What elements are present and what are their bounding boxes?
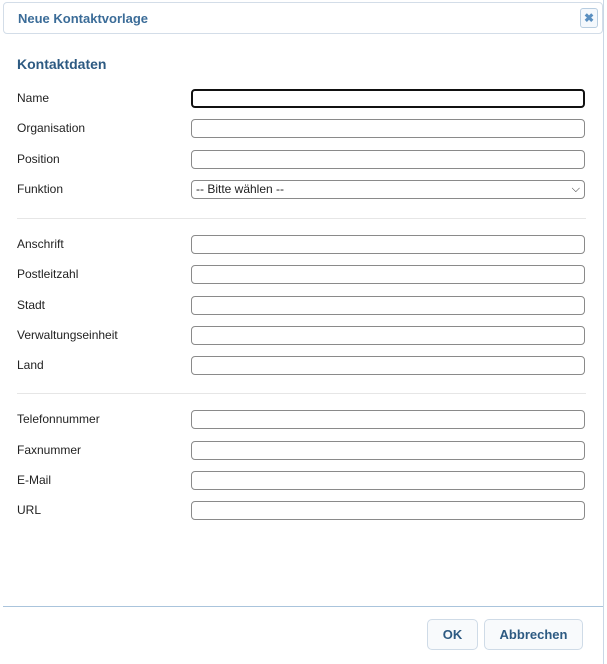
city-input[interactable] bbox=[191, 296, 585, 315]
position-input[interactable] bbox=[191, 150, 585, 169]
divider bbox=[17, 218, 586, 219]
label-organisation: Organisation bbox=[17, 121, 86, 135]
label-phone: Telefonnummer bbox=[17, 412, 100, 426]
email-input[interactable] bbox=[191, 471, 585, 490]
organisation-input[interactable] bbox=[191, 119, 585, 138]
dialog-titlebar bbox=[3, 2, 603, 34]
chevron-down-icon: ⌵ bbox=[571, 183, 580, 195]
section-title: Kontaktdaten bbox=[17, 56, 107, 72]
url-input[interactable] bbox=[191, 501, 585, 520]
address-input[interactable] bbox=[191, 235, 585, 254]
function-select[interactable] bbox=[191, 180, 585, 199]
divider bbox=[17, 393, 586, 394]
label-country: Land bbox=[17, 358, 44, 372]
function-select-value: -- Bitte wählen -- bbox=[196, 182, 285, 196]
label-city: Stadt bbox=[17, 298, 46, 312]
ok-button[interactable]: OK bbox=[427, 619, 478, 650]
name-input[interactable] bbox=[191, 89, 585, 108]
dialog-title: Neue Kontaktvorlage bbox=[18, 11, 149, 26]
label-url: URL bbox=[17, 503, 42, 517]
fax-input[interactable] bbox=[191, 441, 585, 460]
label-name: Name bbox=[17, 91, 50, 105]
label-function: Funktion bbox=[17, 182, 64, 196]
label-email: E-Mail bbox=[17, 473, 52, 487]
cancel-button[interactable]: Abbrechen bbox=[484, 619, 583, 650]
label-admin-unit: Verwaltungseinheit bbox=[17, 328, 118, 342]
country-input[interactable] bbox=[191, 356, 585, 375]
footer-divider bbox=[3, 606, 603, 607]
close-icon[interactable]: ✖ bbox=[580, 8, 598, 28]
label-address: Anschrift bbox=[17, 237, 64, 251]
label-postal-code: Postleitzahl bbox=[17, 267, 79, 281]
phone-input[interactable] bbox=[191, 410, 585, 429]
postal-code-input[interactable] bbox=[191, 265, 585, 284]
label-fax: Faxnummer bbox=[17, 443, 82, 457]
label-position: Position bbox=[17, 152, 60, 166]
admin-unit-input[interactable] bbox=[191, 326, 585, 345]
